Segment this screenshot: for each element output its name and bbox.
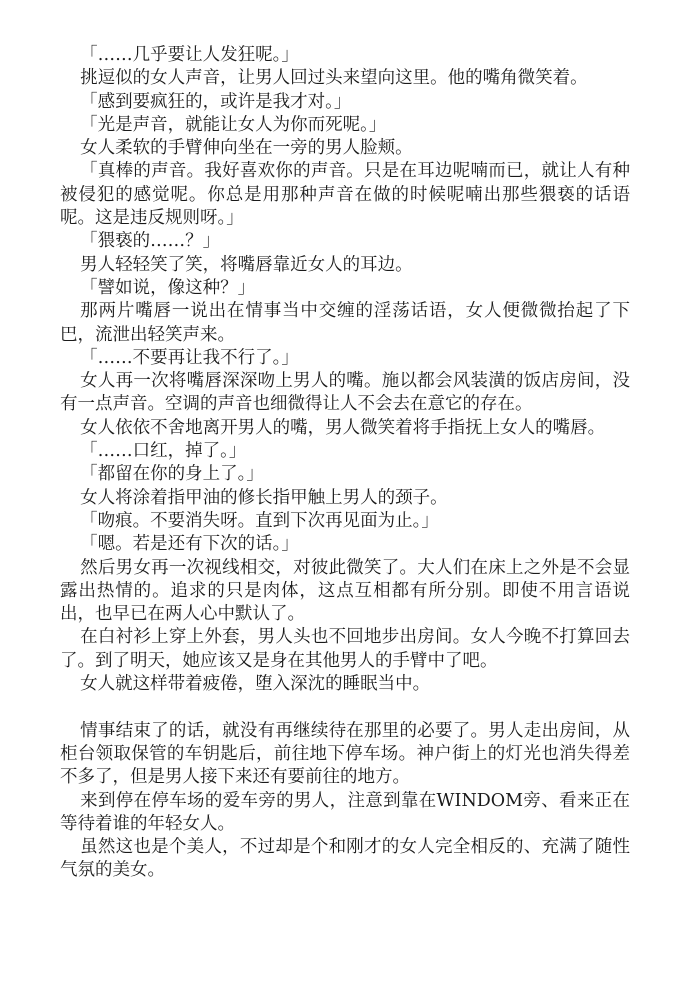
paragraph: 女人再一次将嘴唇深深吻上男人的嘴。施以都会风装潢的饭店房间，没有一点声音。空调的声音也细微得让人不会去在意它的存在。 (60, 371, 630, 415)
paragraph: 男人轻轻笑了笑，将嘴唇靠近女人的耳边。 (80, 254, 413, 275)
paragraph: 情事结束了的话，就没有再继续待在那里的必要了。男人走出房间，从柜台领取保管的车钥匙后，前往地下停车场。神户街上的灯光也消失得差不多了，但是男人接下来还有要前往的地方。 (60, 720, 630, 788)
paragraph: 挑逗似的女人声音，让男人回过头来望向这里。他的嘴角微笑着。 (80, 68, 588, 89)
paragraph: 「感到要疯狂的，或许是我才对。」 (80, 91, 352, 112)
paragraph: 「吻痕。不要消失呀。直到下次再见面为止。」 (80, 510, 439, 531)
paragraph: 女人就这样带着疲倦，堕入深沈的睡眠当中。 (80, 674, 431, 695)
paragraph: 「……口红，掉了。」 (80, 441, 247, 462)
paragraph: 来到停在停车场的爱车旁的男人，注意到靠在WINDOM旁、看来正在等待着谁的年轻女人。 (60, 790, 630, 834)
paragraph: 「……几乎要让人发狂呢。」 (80, 45, 299, 65)
paragraph: 「真棒的声音。我好喜欢你的声音。只是在耳边呢喃而已，就让人有种被侵犯的感觉呢。你总是用那种声音在做的时候呢喃出那些猥亵的话语呢。这是违反规则呀。」 (60, 161, 630, 229)
paragraph: 那两片嘴唇一说出在情事当中交缠的淫荡话语，女人便微微抬起了下巴，流泄出轻笑声来。 (60, 301, 630, 345)
paragraph: 「……不要再让我不行了。」 (80, 347, 299, 368)
paragraph: 「譬如说，像这种？」 (80, 277, 256, 298)
paragraph: 在白衬衫上穿上外套，男人头也不回地步出房间。女人今晚不打算回去了。到了明天，她应该又是身在其他男人的手臂中了吧。 (60, 627, 630, 671)
paragraph: 女人柔软的手臂伸向坐在一旁的男人脸颊。 (80, 138, 413, 159)
paragraph: 「猥亵的……？」 (80, 231, 221, 252)
document-page (60, 44, 630, 883)
paragraph: 女人依依不舍地离开男人的嘴，男人微笑着将手指抚上女人的嘴唇。 (80, 417, 606, 438)
paragraph: 「都留在你的身上了。」 (80, 464, 264, 485)
paragraph: 女人将涂着指甲油的修长指甲触上男人的颈子。 (80, 487, 448, 508)
paragraph: 「光是声音，就能让女人为你而死呢。」 (80, 114, 387, 135)
paragraph: 虽然这也是个美人，不过却是个和刚才的女人完全相反的、充满了随性气氛的美女。 (60, 837, 630, 881)
paragraph: 「嗯。若是还有下次的话。」 (80, 534, 299, 555)
section-break (60, 696, 630, 719)
paragraph: 然后男女再一次视线相交，对彼此微笑了。大人们在床上之外是不会显露出热情的。追求的只是肉体，这点互相都有所分别。即使不用言语说出，也早已在两人心中默认了。 (60, 557, 630, 625)
